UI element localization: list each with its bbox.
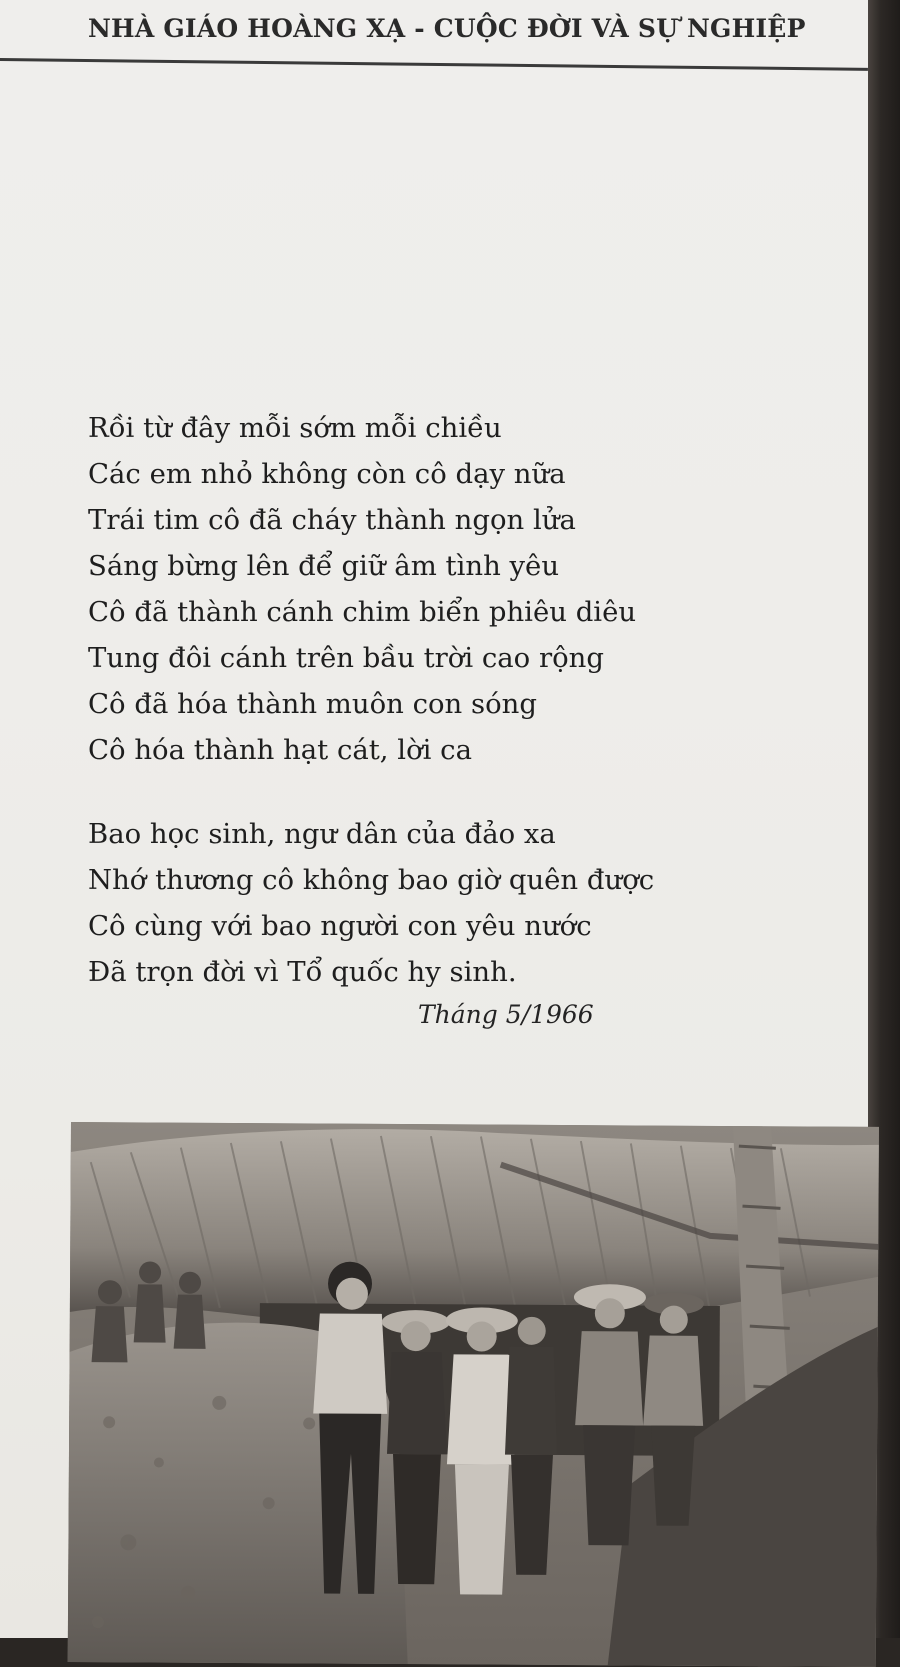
poem-line: Các em nhỏ không còn cô dạy nữa bbox=[88, 458, 566, 490]
poem-stanza-2 bbox=[88, 811, 654, 995]
header-rule bbox=[0, 58, 868, 71]
poem-line: Sáng bừng lên để giữ âm tình yêu bbox=[88, 550, 560, 582]
poem-line: Nhớ thương cô không bao giờ quên được bbox=[88, 864, 655, 896]
poem-line: Cô cùng với bao người con yêu nước bbox=[88, 910, 592, 942]
poem-line: Cô đã thành cánh chim biển phiêu diêu bbox=[88, 596, 637, 628]
poem-line: Cô đã hóa thành muôn con sóng bbox=[88, 688, 537, 720]
poem-line: Cô hóa thành hạt cát, lời ca bbox=[88, 734, 472, 766]
poem-date: Tháng 5/1966 bbox=[418, 1000, 594, 1029]
poem-stanza-1 bbox=[88, 405, 654, 773]
poem-line: Rồi từ đây mỗi sớm mỗi chiều bbox=[88, 412, 502, 444]
poem bbox=[88, 405, 654, 995]
poem-line: Đã trọn đời vì Tổ quốc hy sinh. bbox=[88, 956, 517, 988]
historical-photo bbox=[68, 1122, 879, 1667]
poem-line: Tung đôi cánh trên bầu trời cao rộng bbox=[88, 642, 605, 674]
photo-illustration bbox=[68, 1122, 879, 1667]
poem-line: Bao học sinh, ngư dân của đảo xa bbox=[88, 818, 556, 850]
poem-line: Trái tim cô đã cháy thành ngọn lửa bbox=[88, 504, 576, 536]
running-header: NHÀ GIÁO HOÀNG XẠ - CUỘC ĐỜI VÀ SỰ NGHIỆP bbox=[88, 14, 806, 43]
